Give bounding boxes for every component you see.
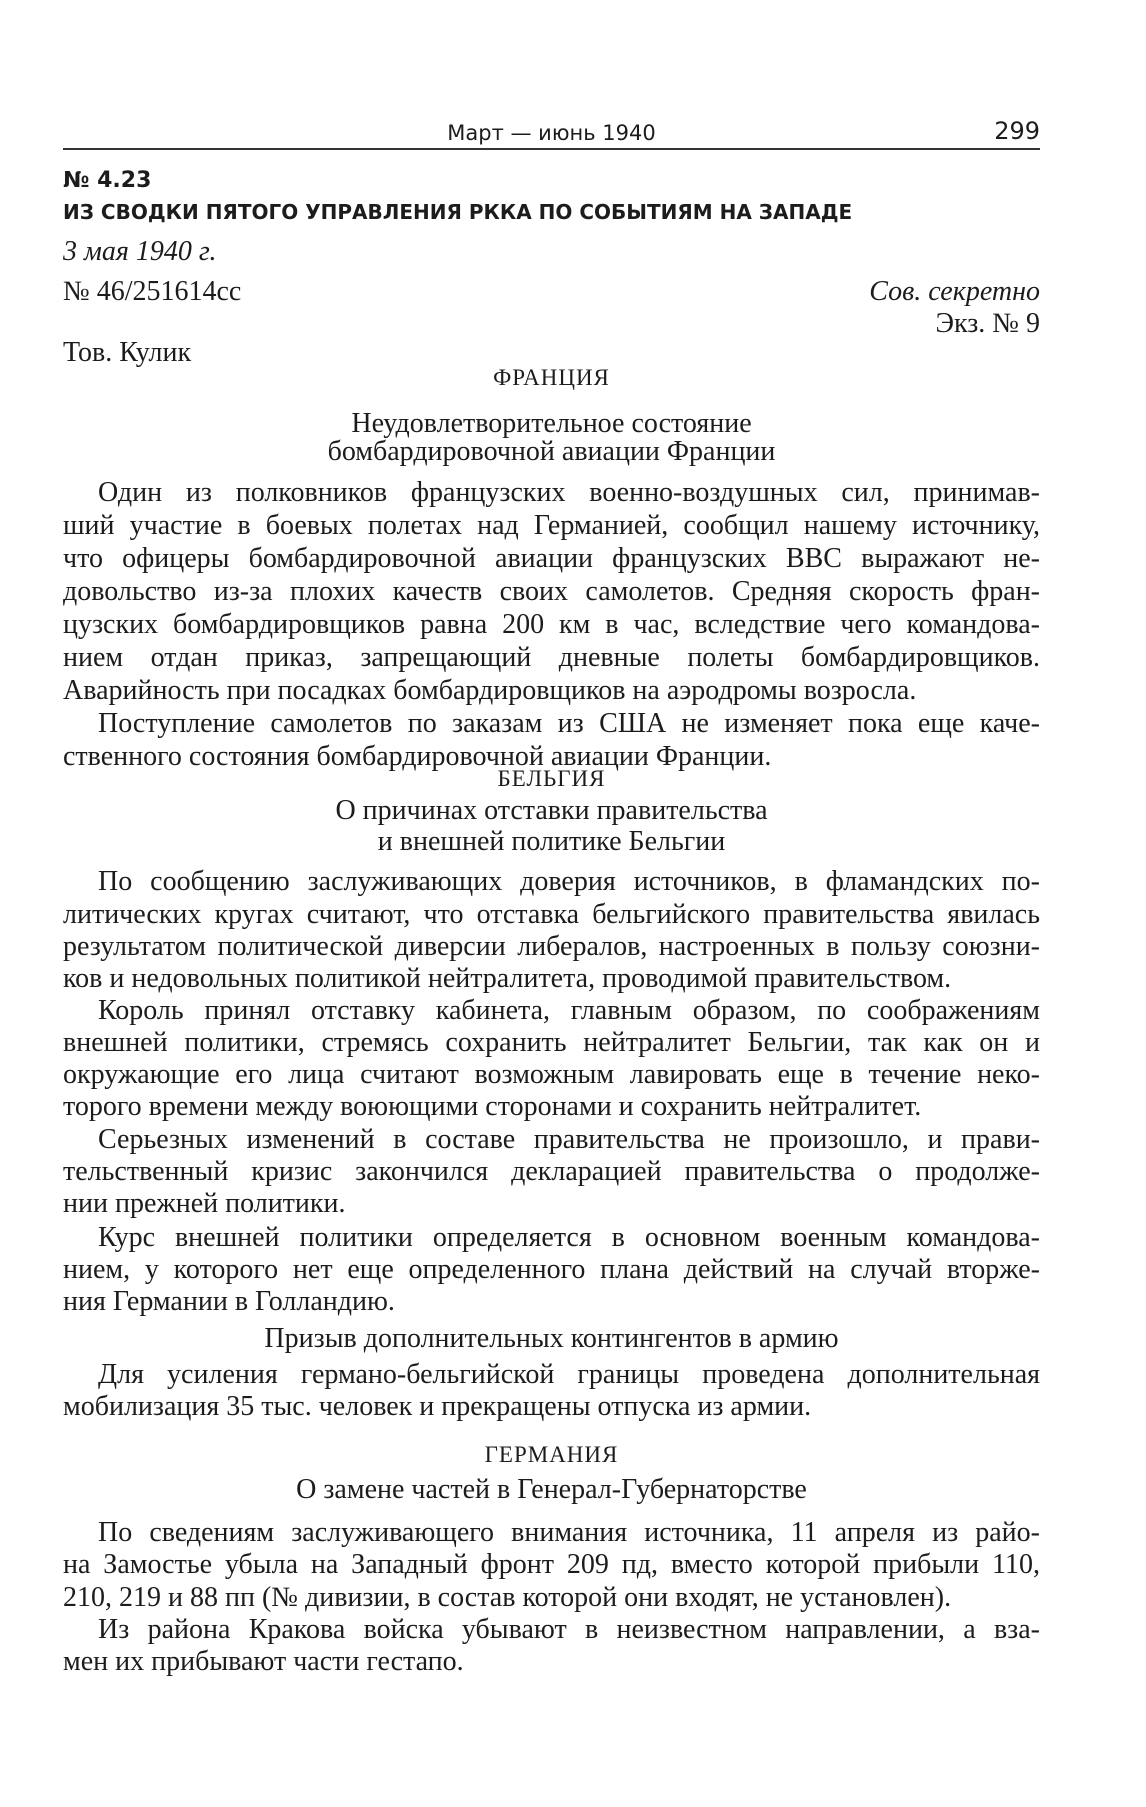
document-date: 3 мая 1940 г. bbox=[63, 236, 217, 267]
text-line: Один из полковников французских военно-воздушных сил, принимав- bbox=[98, 477, 1040, 508]
text-line: Король принял отставку кабинета, главным образом, по соображениям bbox=[98, 995, 1040, 1026]
document-title: ИЗ СВОДКИ ПЯТОГО УПРАВЛЕНИЯ РККА ПО СОБЫТИЯМ НА ЗАПАДЕ bbox=[63, 200, 853, 224]
text-line: мен их прибывают части гестапо. bbox=[63, 1646, 464, 1677]
text-line: литических кругах считают, что отставка бельгийского правительства явилась bbox=[63, 899, 1040, 930]
text-line: торого времени между воюющими сторонами и сохранить нейтралитет. bbox=[63, 1091, 922, 1122]
text-line: что офицеры бомбардировочной авиации французских ВВС выражают не- bbox=[63, 543, 1040, 574]
text-line: нием отдан приказ, запрещающий дневные полеты бомбардировщиков. bbox=[63, 642, 1040, 673]
subheading-line: Призыв дополнительных контингентов в армию bbox=[264, 1323, 839, 1354]
copy-number: Экз. № 9 bbox=[935, 308, 1040, 339]
text-line: Из района Кракова войска убывают в неизвестном направлении, а вза- bbox=[98, 1614, 1040, 1645]
subheading-line: бомбардировочной авиации Франции bbox=[327, 436, 776, 467]
addressee: Тов. Кулик bbox=[63, 337, 192, 368]
text-line: По сообщению заслуживающих доверия источников, в фламандских по- bbox=[98, 866, 1040, 897]
classification: Сов. секретно bbox=[869, 276, 1040, 307]
subheading-line: О причинах отставки правительства bbox=[335, 795, 768, 826]
text-line: нием, у которого нет еще определенного плана действий на случай вторже- bbox=[63, 1254, 1040, 1285]
text-line: тельственный кризис закончился декларацией правительства о продолже- bbox=[63, 1156, 1040, 1187]
subheading-line: О замене частей в Генерал-Губернаторстве bbox=[296, 1474, 807, 1505]
text-line: ния Германии в Голландию. bbox=[63, 1286, 395, 1317]
document-number: № 4.23 bbox=[63, 168, 152, 193]
text-line: внешней политики, стремясь сохранить нейтралитет Бельгии, так как он и bbox=[63, 1027, 1040, 1058]
text-line: цузских бомбардировщиков равна 200 км в час, вследствие чего командова- bbox=[63, 609, 1040, 640]
text-line: ший участие в боевых полетах над Германией, сообщил нашему источнику, bbox=[63, 510, 1040, 541]
text-line: По сведениям заслуживающего внимания источника, 11 апреля из райо- bbox=[98, 1517, 1040, 1548]
text-line: нии прежней политики. bbox=[63, 1188, 346, 1219]
text-line: Поступление самолетов по заказам из США не изменяет пока еще каче- bbox=[98, 708, 1040, 739]
subheading-line: Неудовлетворительное состояние bbox=[351, 408, 752, 439]
text-line: Аварийность при посадках бомбардировщиков на аэродромы возросла. bbox=[63, 675, 917, 706]
text-line: мобилизация 35 тыс. человек и прекращены отпуска из армии. bbox=[63, 1391, 812, 1422]
page-number: 299 bbox=[994, 117, 1040, 145]
registration-number: № 46/251614сс bbox=[63, 276, 242, 307]
text-line: на Замостье убыла на Западный фронт 209 пд, вместо которой прибыли 110, bbox=[63, 1549, 1040, 1580]
section-heading-belgium: БЕЛЬГИЯ bbox=[497, 766, 606, 791]
text-line: Для усиления германо-бельгийской границы проведена дополнительная bbox=[98, 1359, 1040, 1390]
text-line: довольство из-за плохих качеств своих самолетов. Средняя скорость фран- bbox=[63, 576, 1040, 607]
running-header-title: Март — июнь 1940 bbox=[447, 121, 656, 145]
text-line: окружающие его лица считают возможным лавировать еще в течение неко- bbox=[63, 1059, 1040, 1090]
text-line: результатом политической диверсии либералов, настроенных в пользу союзни- bbox=[63, 931, 1040, 962]
text-line: Курс внешней политики определяется в основном военным командова- bbox=[98, 1222, 1040, 1253]
subheading-line: и внешней политике Бельгии bbox=[377, 826, 726, 857]
text-line: Серьезных изменений в составе правительства не произошло, и прави- bbox=[98, 1124, 1040, 1155]
text-line: ков и недовольных политикой нейтралитета, проводимой правительством. bbox=[63, 963, 952, 994]
section-heading-germany: ГЕРМАНИЯ bbox=[484, 1442, 619, 1467]
section-heading-france: ФРАНЦИЯ bbox=[493, 365, 610, 390]
text-line: ственного состояния бомбардировочной авиации Франции. bbox=[63, 741, 772, 772]
text-line: 210, 219 и 88 пп (№ дивизии, в состав которой они входят, не установлен). bbox=[63, 1582, 952, 1613]
header-rule bbox=[63, 148, 1040, 150]
